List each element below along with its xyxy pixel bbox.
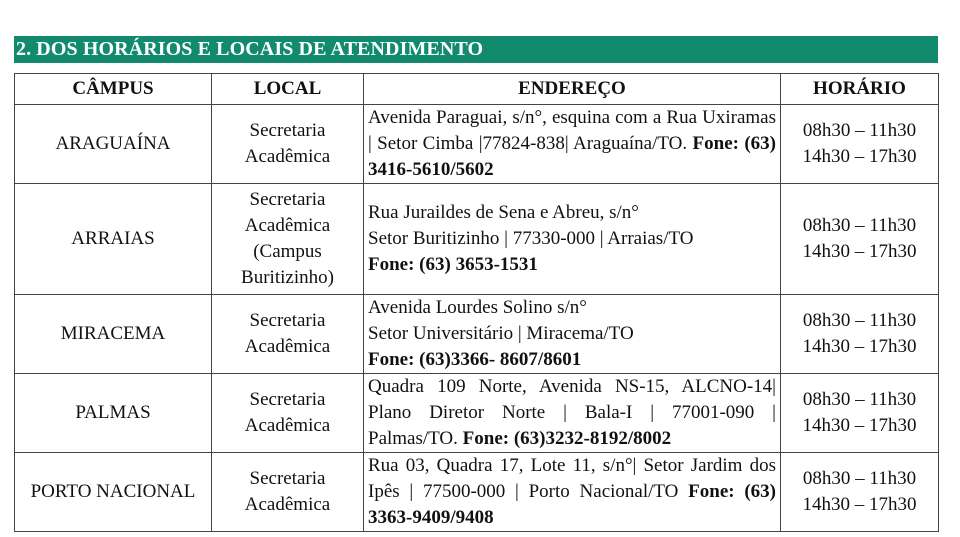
hours-morning: 08h30 – 11h30 [802,310,917,331]
header-campus: CÂMPUS [15,74,212,105]
local-line: (Campus [253,241,322,262]
address-line: Setor Universitário | Miracema/TO [368,323,634,344]
phone-text: Fone: (63)3366- 8607/8601 [368,349,582,370]
phone-text: Fone: (63) 3416-5610/5602 [368,133,777,180]
hours-afternoon: 14h30 – 17h30 [802,336,917,357]
section-header-bar [14,36,938,63]
hours-afternoon: 14h30 – 17h30 [802,146,917,167]
hours-afternoon: 14h30 – 17h30 [802,494,917,515]
local-cell: Secretaria Acadêmica [212,105,364,184]
header-hours: HORÁRIO [781,74,939,105]
local-cell: Secretaria Acadêmica [212,374,364,453]
hours-afternoon: 14h30 – 17h30 [802,415,917,436]
schedule-table [14,73,939,532]
hours-cell [781,453,939,532]
local-cell: Secretaria Acadêmica [212,453,364,532]
address-line: Setor Buritizinho | 77330-000 | Arraias/TO [368,228,694,249]
table-row [15,105,939,184]
address-text: Avenida Paraguai, s/n°, esquina com a Rua Uxiramas | Setor Cimba |77824-838| Araguaína/TO. [368,107,776,154]
table-row [15,374,939,453]
local-cell [212,184,364,295]
address-cell [364,453,781,532]
campus-cell: ARRAIAS [15,184,212,295]
address-cell [364,184,781,295]
local-line: Acadêmica [244,215,331,236]
hours-morning: 08h30 – 11h30 [802,389,917,410]
header-local: LOCAL [212,74,364,105]
campus-cell: MIRACEMA [15,295,212,374]
address-text: Rua 03, Quadra 17, Lote 11, s/n°| Setor Jardim dos Ipês | 77500-000 | Porto Nacional/TO [368,455,776,502]
hours-cell [781,184,939,295]
local-cell: Secretaria Acadêmica [212,295,364,374]
table-row [15,453,939,532]
hours-afternoon: 14h30 – 17h30 [802,241,917,262]
campus-cell: PALMAS [15,374,212,453]
phone-text: Fone: (63) 3363-9409/9408 [368,481,777,528]
header-address: ENDEREÇO [364,74,781,105]
phone-text: Fone: (63) 3653-1531 [368,254,538,275]
address-text: Quadra 109 Norte, Avenida NS-15, ALCNO-14| Plano Diretor Norte | Bala-I | 77001-090 | Palmas/TO. [368,376,776,449]
address-cell [364,295,781,374]
address-line: Rua Juraildes de Sena e Abreu, s/n° [368,202,639,223]
local-line: Buritizinho) [241,267,334,288]
section-title: 2. DOS HORÁRIOS E LOCAIS DE ATENDIMENTO [16,38,484,60]
table-row [15,184,939,295]
address-cell [364,374,781,453]
campus-cell: PORTO NACIONAL [15,453,212,532]
hours-morning: 08h30 – 11h30 [802,120,917,141]
local-line: Secretaria [249,189,326,210]
address-line: Avenida Lourdes Solino s/n° [368,297,587,318]
table-row [15,295,939,374]
hours-morning: 08h30 – 11h30 [802,468,917,489]
address-cell [364,105,781,184]
hours-cell [781,105,939,184]
hours-morning: 08h30 – 11h30 [802,215,917,236]
phone-text: Fone: (63)3232-8192/8002 [462,428,672,449]
campus-cell: ARAGUAÍNA [15,105,212,184]
hours-cell [781,295,939,374]
hours-cell [781,374,939,453]
table-header-row [15,74,939,105]
